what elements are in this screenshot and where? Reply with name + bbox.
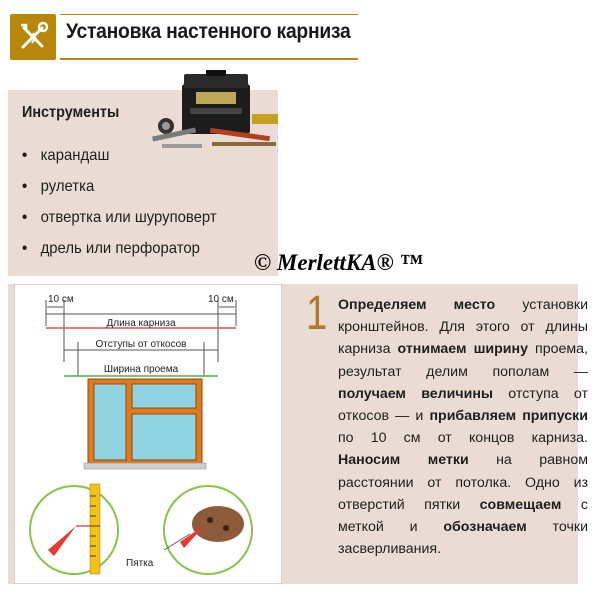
marking-closeup: [30, 486, 118, 574]
heel-label: Пятка: [126, 558, 154, 569]
step-text-segment: точки засверливания.: [338, 519, 588, 558]
bullet-icon: •: [22, 240, 28, 257]
bullet-icon: •: [22, 147, 28, 164]
window-measurement-diagram: [14, 284, 282, 584]
tools-list: [22, 140, 231, 264]
tool-item-label: рулетка: [40, 178, 95, 195]
heel-bracket: [192, 506, 244, 542]
step-text-emphasis: отнимаем ширину: [397, 341, 528, 358]
tool-item-label: карандаш: [40, 147, 110, 164]
step-text-emphasis: Определяем место: [338, 297, 496, 313]
list-item: [22, 202, 217, 233]
left-margin-label: 10 см: [48, 294, 74, 305]
window-glass: [94, 384, 126, 460]
step-text-emphasis: прибавляем припуски: [429, 408, 588, 425]
step-text-segment: на равном расстоянии от потолка. Одно из отверстий пятки: [338, 452, 589, 513]
window-sill: [84, 463, 206, 469]
wrench-screwdriver-icon: [16, 20, 50, 54]
bullet-icon: •: [22, 178, 28, 195]
tool-item-label: отвертка или шуруповерт: [40, 209, 217, 226]
tape-measure: [90, 484, 100, 574]
step-description: [338, 294, 588, 560]
page-title: Установка настенного карниза: [66, 20, 351, 43]
bullet-icon: •: [22, 209, 28, 226]
window-glass: [132, 414, 196, 460]
right-margin-label: 10 см: [208, 294, 234, 305]
step-text-emphasis: Наносим метки: [338, 452, 469, 469]
tools-icon: [10, 14, 56, 60]
step-text-segment: с меткой и: [338, 496, 588, 536]
header-rule-top: [60, 14, 358, 15]
tool-item-label: дрель или перфоратор: [40, 240, 200, 257]
step-text-segment: по 10 см от концов карниза.: [338, 430, 588, 447]
opening-width-label: Ширина проема: [103, 364, 179, 375]
tools-title: Инструменты: [22, 104, 120, 121]
step-text-segment: проема, результат делим пополам —: [338, 341, 588, 380]
step-text-emphasis: получаем величины: [338, 385, 494, 402]
step-number: 1: [306, 287, 328, 340]
list-item: [22, 233, 217, 264]
step-text-emphasis: совмещаем: [479, 496, 562, 513]
step-text-segment: отступа от откосов — и: [338, 385, 588, 425]
header-rule-bottom: [60, 58, 358, 60]
toolbox-image: [152, 70, 282, 158]
rod-length-label: Длина карниза: [106, 318, 176, 329]
watermark: © MerlettKA® ™: [254, 250, 423, 275]
step-text-emphasis: обозначаем: [443, 519, 527, 536]
offsets-label: Отступы от откосов: [95, 339, 187, 350]
window-glass: [132, 384, 196, 408]
step-text-segment: установки кронштейнов. Для этого от длины карниза: [338, 297, 588, 358]
list-item: [22, 171, 217, 202]
